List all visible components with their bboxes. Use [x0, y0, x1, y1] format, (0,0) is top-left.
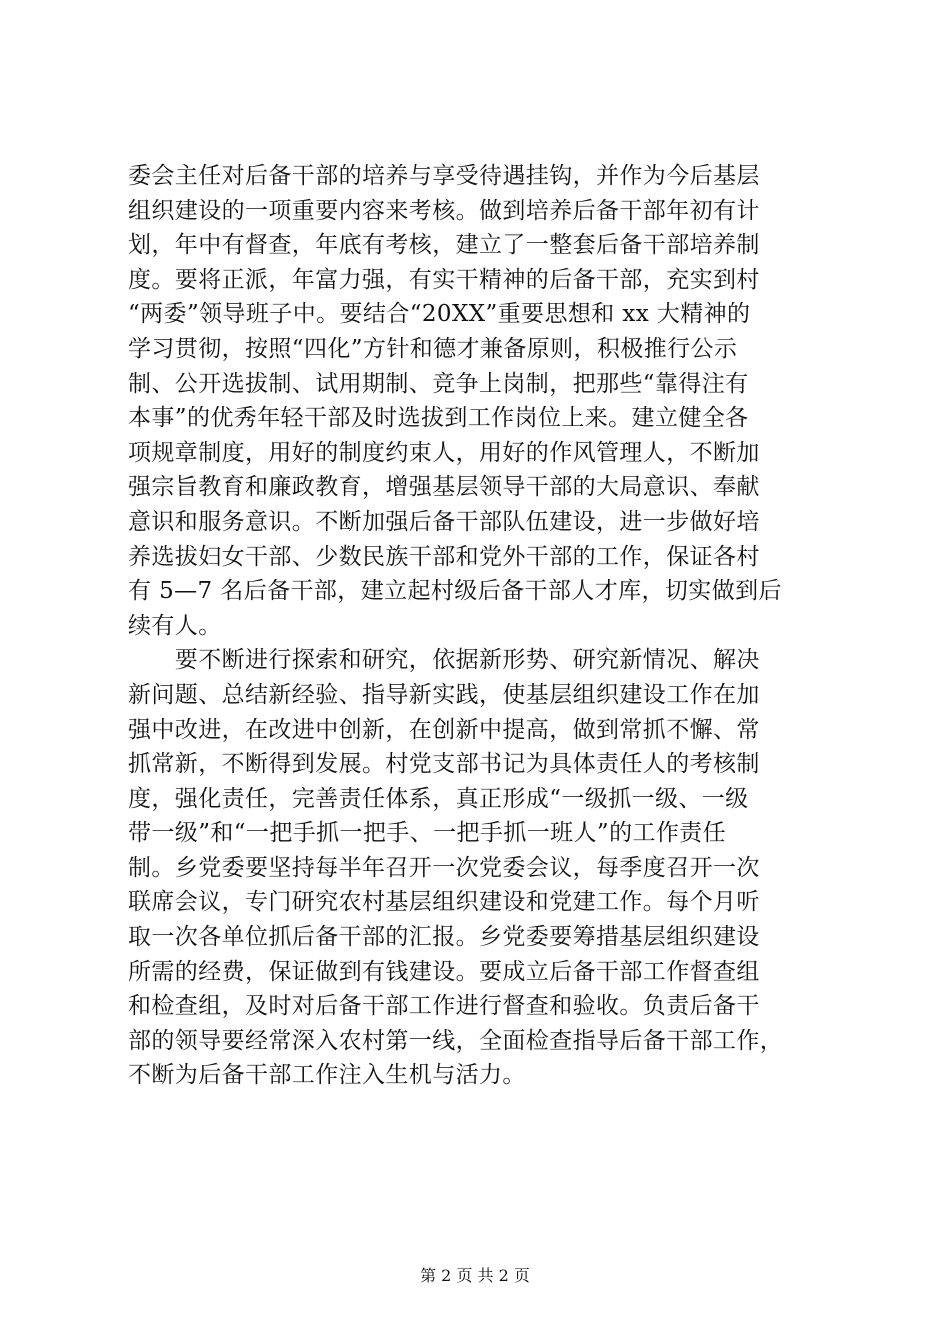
text-line: 划，年中有督查，年底有考核，建立了一整套后备干部培养制 — [128, 232, 760, 259]
text-line: 委会主任对后备干部的培养与享受待遇挂钩，并作为今后基层 — [128, 163, 760, 189]
text-line: 制。乡党委要坚持每半年召开一次党委会议，每季度召开一次 — [128, 854, 760, 881]
text-line: 项规章制度，用好的制度约束人，用好的作风管理人，不断加 — [128, 439, 760, 466]
text-line: 学习贯彻，按照“四化”方针和德才兼备原则，积极推行公示 — [128, 335, 738, 362]
page-footer — [0, 1264, 950, 1288]
text-line: 制、公开选拔制、试用期制、竞争上岗制，把那些“靠得注有 — [128, 370, 749, 397]
text-line: 取一次各单位抓后备干部的汇报。乡党委要筹措基层组织建设 — [128, 924, 760, 951]
page-number-label: 第 2 页 共 2 页 — [420, 1266, 530, 1285]
text-line: 和检查组，及时对后备干部工作进行督查和验收。负责后备干 — [128, 993, 760, 1020]
text-line: 有 5—7 名后备干部，建立起村级后备干部人才库，切实做到后 — [128, 578, 782, 605]
text-line: 新问题、总结新经验、指导新实践，使基层组织建设工作在加 — [128, 681, 760, 708]
text-line: 养选拔妇女干部、少数民族干部和党外干部的工作，保证各村 — [128, 543, 760, 570]
text-line: 不断为后备干部工作注入生机与活力。 — [128, 1062, 526, 1089]
text-line: 抓常新，不断得到发展。村党支部书记为具体责任人的考核制 — [128, 751, 760, 778]
text-line: 强宗旨教育和廉政教育，增强基层领导干部的大局意识、奉献 — [128, 474, 760, 501]
text-line: 所需的经费，保证做到有钱建设。要成立后备干部工作督查组 — [128, 958, 760, 985]
text-line: 续有人。 — [128, 612, 222, 639]
text-line: 部的领导要经常深入农村第一线，全面检查指导后备干部工作， — [128, 1027, 784, 1054]
text-line: 组织建设的一项重要内容来考核。做到培养后备干部年初有计 — [128, 197, 760, 224]
text-line: 意识和服务意识。不断加强后备干部队伍建设，进一步做好培 — [128, 508, 760, 535]
text-line: 度。要将正派，年富力强，有实干精神的后备干部，充实到村 — [128, 266, 760, 293]
text-line: 带一级”和“一把手抓一把手、一把手抓一班人”的工作责任 — [128, 820, 727, 847]
text-line: 联席会议，专门研究农村基层组织建设和党建工作。每个月听 — [128, 889, 760, 916]
text-line: 本事”的优秀年轻干部及时选拔到工作岗位上来。建立健全各 — [128, 405, 749, 432]
text-line: 强中改进，在改进中创新，在创新中提高，做到常抓不懈、常 — [128, 716, 760, 743]
text-line: “两委”领导班子中。要结合“20XX”重要思想和 xx 大精神的 — [128, 301, 751, 328]
text-line: 度，强化责任，完善责任体系，真正形成“一级抓一级、一级 — [128, 785, 749, 812]
body-text — [128, 159, 833, 1093]
text-line: 要不断进行探索和研究，依据新形势、研究新情况、解决 — [128, 647, 760, 674]
